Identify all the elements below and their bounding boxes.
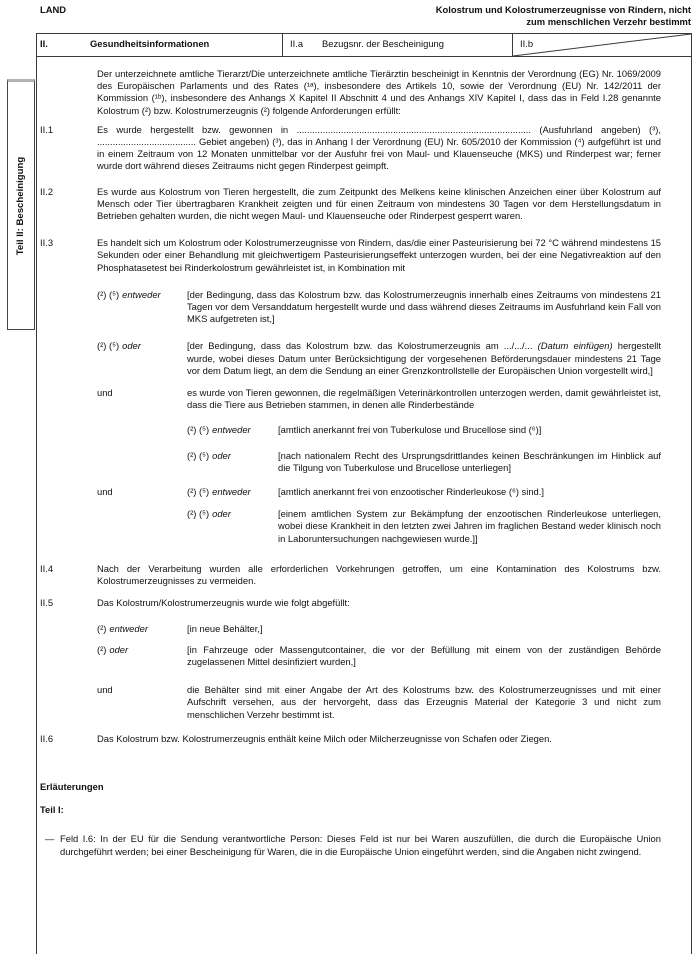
und-option-row-entweder-3	[97, 486, 661, 498]
clause-text: Das Kolostrum bzw. Kolostrumerzeugnis enthält keine Milch oder Milcherzeugnisse von Schafen oder Ziegen.	[97, 732, 552, 744]
clause-number: II.6	[40, 732, 54, 744]
part-number: II.	[40, 38, 48, 49]
und-connector: und	[97, 387, 113, 399]
header-cell-health-info	[37, 34, 283, 56]
option-keyword: entweder	[122, 288, 161, 300]
clause-number: II.5	[40, 597, 54, 609]
clause-text: Das Kolostrum/Kolostrumerzeugnis wurde wie folgt abgefüllt:	[97, 597, 350, 609]
part-title: Gesundheitsinformationen	[90, 38, 210, 49]
option-footnote-refs: (²) (⁵)	[187, 508, 210, 520]
part2-sidebar	[7, 79, 35, 330]
option-row-entweder-4	[97, 623, 661, 635]
part2-sidebar-label: Teil II: Bescheinigung	[15, 156, 26, 255]
option-row-oder-4	[97, 644, 661, 668]
option-footnote-refs: (²)	[97, 643, 107, 655]
option-row-oder-2	[187, 450, 661, 474]
clause-ii3	[40, 237, 661, 274]
intro-paragraph: Der unterzeichnete amtliche Tierarzt/Die unterzeichnete amtliche Tierärztin bescheinigt in Kenntnis der Verordnung (EG) Nr. 1069/2009 des Europäischen Parlaments und des Rates (¹ᵃ), insbesondere des Artikels 10, sowie der Verordnung (EU) Nr. 142/2011 der Kommission (¹ᵇ), insbesondere des Anhangs X Kapitel II Abschnitt 4 und des Anhangs XIV Kapitel I, dass das in Feld I.28 genannte Kolostrum (²) bzw. Kolostrumerzeugnis (²) folgende Anforderungen erfüllt:	[97, 68, 661, 116]
option-label	[187, 508, 278, 545]
option-text: [nach nationalem Recht des Ursprungsdrittlandes keinen Beschränkungen im Hinblick auf die Tilgung von Tuberkulose und Brucellose unterliegen]	[278, 449, 661, 473]
option-row-entweder-1	[97, 289, 661, 326]
clause-text: Es wurde aus Kolostrum von Tieren hergestellt, die zum Zeitpunkt des Melkens keine klinischen Anzeichen einer über Kolostrum auf Mensch oder Tier übertragbaren Krankheit zeigten und für einen Zeitraum von mindestens 30 Tagen vor dem Herstellungsdatum in Betrieben gehalten wurden, die nicht wegen Maul- und Klauenseuche oder Rinderpest gesperrt waren.	[97, 185, 661, 222]
table-header-row	[37, 33, 691, 57]
option-text: [einem amtlichen System zur Bekämpfung der enzootischen Rinderleukose unterliegen, wobei diese Krankheit in den letzten zwei Jahren im fraglichen Bestand weder klinisch noch in Laboruntersuchungen nachgewiesen wurde.]]	[278, 508, 661, 544]
option-text: [in Fahrzeuge oder Massengutcontainer, die vor der Befüllung mit einem von der zuständigen Behörde zugelassenen Mittel desinfiziert wurden,]	[187, 643, 661, 667]
option-keyword: oder	[109, 643, 129, 655]
clause-number: II.1	[40, 123, 54, 135]
und-row-2	[97, 684, 661, 721]
option-text: [der Bedingung, dass das Kolostrum bzw. das Kolostrumerzeugnis innerhalb eines Zeitraums von mindestens 21 Tagen vor dem Versanddatum hergestellt wurde und dass während dieses Zeitraums im Ausfuhrland kein Fall von MKS aufgetreten ist,]	[187, 288, 661, 325]
document-header	[0, 0, 697, 28]
footnote-item	[45, 833, 661, 857]
option-footnote-refs: (²) (⁵)	[97, 288, 120, 300]
footnote-dash: —	[45, 833, 55, 845]
option-row-entweder-2	[187, 424, 661, 436]
option-text: [amtlich anerkannt frei von enzootischer Rinderleukose (⁶) sind.]	[278, 486, 544, 498]
document-title-line1: Kolostrum und Kolostrumerzeugnisse von Rindern, nicht	[435, 4, 691, 15]
part1-heading: Teil I:	[40, 804, 64, 816]
option-row-oder-3	[187, 508, 661, 545]
option-label	[97, 623, 187, 635]
option-footnote-refs: (²) (⁵)	[97, 340, 120, 352]
option-label	[187, 450, 278, 474]
clause-number: II.3	[40, 237, 54, 249]
clause-ii5	[40, 597, 661, 609]
option-footnote-refs: (²) (⁵)	[187, 449, 210, 461]
header-cell-iib	[513, 34, 691, 56]
clause-text: Nach der Verarbeitung wurden alle erforderlichen Vorkehrungen getroffen, um eine Kontamination des Kolostrums bzw. Kolostrumerzeugnisses zu vermeiden.	[97, 562, 661, 587]
option-label	[187, 424, 278, 436]
option-keyword: entweder	[212, 486, 251, 498]
clause-ii4	[40, 563, 661, 587]
clause-ii1	[40, 124, 661, 173]
document-title	[436, 4, 691, 28]
und-row-1	[97, 387, 661, 411]
option-footnote-refs: (²) (⁵)	[187, 424, 210, 436]
option-label	[97, 644, 187, 668]
option-keyword: entweder	[212, 424, 251, 436]
option-row-oder-1	[97, 340, 661, 377]
document-title-line2: zum menschlichen Verzehr bestimmt	[526, 16, 691, 28]
clause-text: Es wurde hergestellt bzw. gewonnen in .......................................................................................... (Ausfuhrland angeben) (³), ...................................... Gebiet angeben) (³), das in Anhang I der Verordnung (EU) Nr. 605/2010 der Kommission (⁴) aufgeführt ist und in einem Zeitraum von 12 Monaten unmittelbar vor der Ausfuhr frei von Maul- und Klauenseuche (MKS) und Rinderpest war; ferner wurde dort während dieses Zeitraums nicht gegen Rinderpest geimpft.	[97, 123, 661, 172]
clause-ii2	[40, 186, 661, 223]
und-connector: und	[97, 684, 113, 696]
option-label	[97, 289, 187, 326]
option-text: [in neue Behälter,]	[187, 622, 263, 634]
option-footnote-refs: (²)	[97, 622, 107, 634]
und-text: die Behälter sind mit einer Angabe der Art des Kolostrums bzw. des Kolostrumerzeugnisses und mit einer Aufschrift versehen, aus der hervorgeht, dass das Erzeugnis Material der Kategorie 3 und nicht zum menschlichen Verzehr bestimmt ist.	[187, 684, 661, 720]
header-cell-reference	[283, 34, 513, 56]
option-label	[187, 486, 278, 498]
diagonal-line	[513, 34, 691, 56]
option-keyword: entweder	[109, 622, 148, 634]
option-keyword: oder	[212, 508, 231, 520]
clause-ii6	[40, 733, 661, 745]
clause-text: Es handelt sich um Kolostrum oder Kolostrumerzeugnisse von Rindern, das/die einer Pasteurisierung bei 72 °C während mindestens 15 Sekunden oder einer Behandlung mit gleichwertigem Pasteurisierungseffekt unterzogen wurden, bei der eine Negativreaktion auf den Phosphatasetest bei Rinderkolostrum gewährleistet ist, in Kombination mit	[97, 237, 661, 273]
ref-label: Bezugsnr. der Bescheinigung	[322, 38, 444, 49]
option-keyword: oder	[212, 449, 231, 461]
certificate-body	[37, 57, 691, 858]
und-connector: und	[97, 486, 113, 498]
field-b-number: II.b	[520, 38, 534, 49]
option-text: [der Bedingung, dass das Kolostrum bzw. das Kolostrumerzeugnis am .../.../... (Datum einfügen) hergestellt wurde, wobei dieses Datum unter Berücksichtigung der vorgesehenen Beförderungsdauer mindestens 21 Tage vor dem Datum liegt, an dem die Sendung an einer Grenzkontrollstelle der Europäischen Union vorgestellt wird,]	[187, 340, 661, 376]
clause-number: II.2	[40, 185, 54, 197]
country-label: LAND	[40, 4, 67, 15]
clause-number: II.4	[40, 562, 54, 574]
certificate-table	[36, 33, 692, 954]
option-text: [amtlich anerkannt frei von Tuberkulose und Brucellose sind (⁶)]	[278, 424, 542, 436]
option-label	[97, 340, 187, 377]
option-keyword: oder	[122, 340, 141, 352]
option-footnote-refs: (²) (⁵)	[187, 486, 210, 498]
footnote-text: Feld I.6: In der EU für die Sendung verantwortliche Person: Dieses Feld ist nur bei Waren auszufüllen, die durch die Europäische Union durchgeführt werden; bei einer Bescheinigung für Waren, die in die Europäische Union eingeführt werden, sind die Angaben nicht zwingend.	[60, 833, 661, 857]
und-text: es wurde von Tieren gewonnen, die regelmäßigen Veterinärkontrollen unterzogen werden, damit gewährleistet ist, dass die Tiere aus Betrieben stammen, in denen alle Rinderbestände	[187, 387, 661, 411]
ref-number: II.a	[290, 38, 304, 49]
explanations-heading: Erläuterungen	[40, 780, 104, 792]
